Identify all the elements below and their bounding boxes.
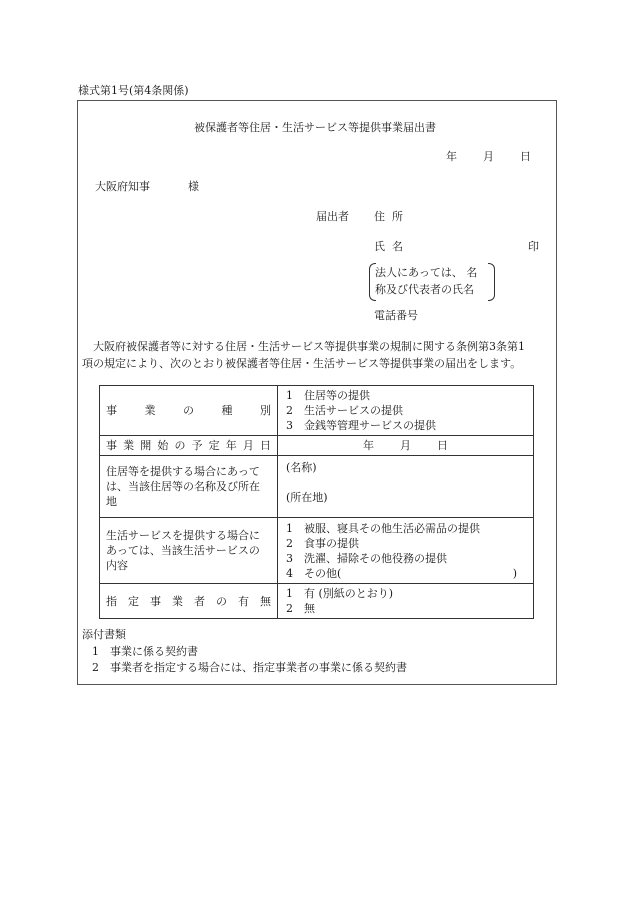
table-row-business-type [100, 386, 534, 436]
body-line-1: 大阪府被保護者等に対する住居・生活サービス等提供事業の規制に関する条例第3条第1 [93, 340, 525, 353]
notifier-label: 届出者 [316, 210, 349, 223]
designated-operator-label: 指 定 事 業 者 の 有 無 [100, 584, 278, 619]
living-service-options[interactable] [278, 518, 534, 584]
option-yes[interactable]: 1 有 (別紙のとおり) [286, 587, 394, 600]
date-day-label: 日 [520, 150, 531, 163]
addressee-honorific: 様 [188, 180, 199, 193]
housing-location-label: (所在地) [286, 491, 328, 504]
start-month-label: 月 [400, 439, 411, 452]
start-year-label: 年 [363, 439, 374, 452]
table-row-designated-operator [100, 584, 534, 619]
option-clothing-bedding[interactable]: 1 被服、寝具その他生活必需品の提供 [286, 521, 480, 535]
business-info-table [99, 385, 534, 619]
seal-mark: 印 [528, 240, 539, 253]
start-day-label: 日 [437, 439, 448, 452]
date-month-label: 月 [483, 150, 494, 163]
option-other[interactable]: 4 その他( ) [286, 566, 517, 580]
designated-operator-options[interactable] [278, 584, 534, 619]
option-money-management[interactable]: 3 金銭等管理サービスの提供 [286, 419, 436, 432]
addressee [95, 180, 199, 194]
option-meals[interactable]: 2 食事の提供 [286, 536, 359, 550]
option-laundry-cleaning[interactable]: 3 洗濯、掃除その他役務の提供 [286, 551, 447, 565]
phone-number-label: 電話番号 [374, 309, 418, 322]
housing-info-label: 住居等を提供する場合にあって は、当該住居等の名称及び所在 地 [100, 456, 278, 518]
option-housing[interactable]: 1 住居等の提供 [286, 389, 370, 402]
form-number: 様式第1号(第4条関係) [78, 84, 189, 97]
body-paragraph [82, 338, 554, 372]
business-type-options[interactable] [278, 386, 534, 436]
table-row-housing-info [100, 456, 534, 518]
body-line-2: 項の規定により、次のとおり被保護者等住居・生活サービス等提供事業の届出をします。 [82, 357, 522, 370]
housing-name-label: (名称) [286, 461, 317, 474]
housing-info-field[interactable] [278, 456, 534, 518]
attachments-title: 添付書類 [82, 628, 126, 641]
notifier-address-label: 住所 [374, 210, 410, 223]
corp-note-line2: 称及び代表者の氏名 [375, 283, 474, 296]
business-type-label: 事 業 の 種 別 [100, 386, 278, 436]
living-service-label: 生活サービスを提供する場合に あっては、当該生活サービスの 内容 [100, 518, 278, 584]
option-living-service[interactable]: 2 生活サービスの提供 [286, 404, 403, 417]
corp-note-line1: 法人にあっては、 名 [375, 266, 478, 279]
attachment-item: 2 事業者を指定する場合には、指定事業者の事業に係る契約書 [92, 661, 407, 674]
corporation-note [369, 263, 495, 301]
submission-date[interactable] [446, 150, 531, 164]
start-date-label: 事 業 開 始 の 予 定 年 月 日 [100, 436, 278, 456]
attachment-item: 1 事業に係る契約書 [92, 645, 198, 658]
start-date-field[interactable] [278, 436, 534, 456]
document-title: 被保護者等住居・生活サービス等提供事業届出書 [194, 121, 436, 134]
right-bracket [488, 263, 495, 301]
table-row-living-service [100, 518, 534, 584]
notifier-name-label: 氏名 [374, 240, 410, 253]
date-year-label: 年 [446, 150, 457, 163]
addressee-name: 大阪府知事 [95, 180, 150, 193]
table-row-start-date [100, 436, 534, 456]
other-closing-paren: ) [512, 566, 517, 580]
option-no[interactable]: 2 無 [286, 602, 315, 615]
